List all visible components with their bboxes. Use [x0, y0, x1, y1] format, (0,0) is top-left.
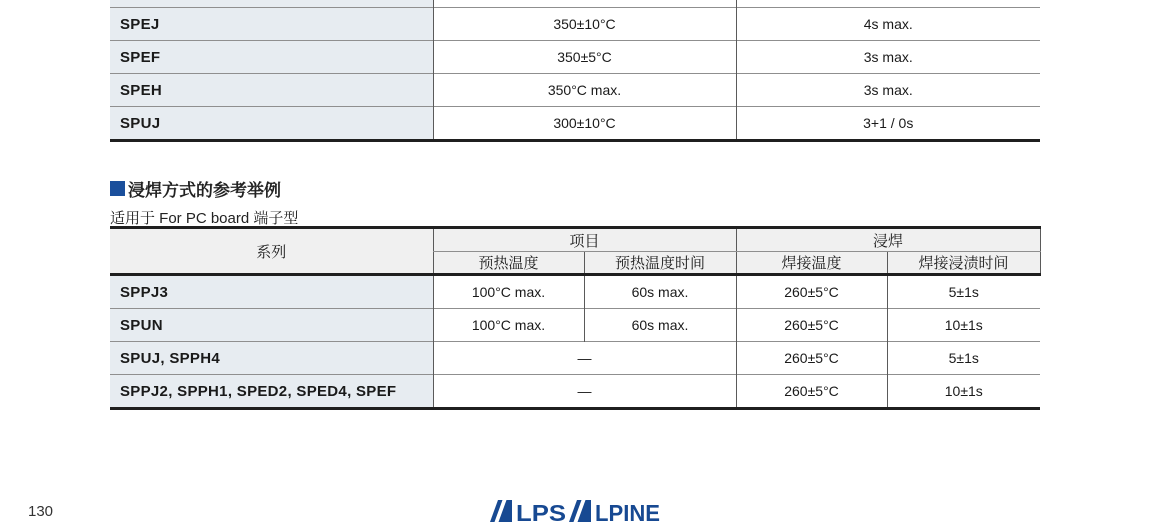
header-series: 系列 — [110, 228, 433, 275]
series-cell: SPEH — [110, 74, 433, 107]
temperature-cell: 350±5°C — [433, 41, 736, 74]
table-row — [110, 74, 1040, 107]
table-row — [110, 8, 1040, 41]
table-row — [110, 107, 1040, 141]
solder-temp-cell: 260±5°C — [736, 275, 887, 309]
series-cell: SPUJ, SPPH4 — [110, 342, 433, 375]
header-solder-temp: 焊接温度 — [736, 252, 887, 275]
table-header-row-groups — [110, 228, 1040, 252]
solder-condition-table — [110, 0, 1040, 142]
preheat-temp-cell: 100°C max. — [433, 275, 584, 309]
series-cell: SPEF — [110, 41, 433, 74]
dip-time-cell: 5±1s — [887, 342, 1040, 375]
section-heading — [110, 176, 298, 228]
preheat-time-cell: 60s max. — [584, 275, 736, 309]
preheat-time-cell: 60s max. — [584, 309, 736, 342]
header-dip-group: 浸焊 — [736, 228, 1040, 252]
time-cell: 3+1 / 0s — [736, 107, 1040, 141]
preheat-merged-cell: — — [433, 342, 736, 375]
page-number: 130 — [28, 503, 54, 520]
dip-time-cell: 10±1s — [887, 309, 1040, 342]
section-title: 浸焊方式的参考举例 — [128, 181, 281, 200]
preheat-merged-cell: — — [433, 375, 736, 409]
time-cell: 4s max. — [736, 8, 1040, 41]
alpsalpine-logo-svg — [490, 500, 660, 522]
stylized-a-icon — [490, 500, 512, 522]
series-cell: SPPJ2, SPPH1, SPED2, SPED4, SPEF — [110, 375, 433, 409]
header-preheat-temp: 预热温度 — [433, 252, 584, 275]
series-cell — [110, 0, 433, 8]
preheat-temp-cell: 100°C max. — [433, 309, 584, 342]
logo-text-part2: LPINE — [595, 500, 660, 522]
series-cell: SPUN — [110, 309, 433, 342]
header-preheat-time: 预热温度时间 — [584, 252, 736, 275]
logo-text-part1: LPS — [516, 500, 566, 522]
section-title-line — [110, 176, 298, 201]
series-cell: SPUJ — [110, 107, 433, 141]
series-cell: SPEJ — [110, 8, 433, 41]
temperature-cell — [433, 0, 736, 8]
section-subtitle: 适用于 For PC board 端子型 — [110, 210, 299, 227]
time-cell — [736, 0, 1040, 8]
temperature-cell: 300±10°C — [433, 107, 736, 141]
table-row — [110, 342, 1040, 375]
temperature-cell: 350±10°C — [433, 8, 736, 41]
alpsalpine-logo — [490, 500, 660, 527]
series-cell: SPPJ3 — [110, 275, 433, 309]
partial-row — [110, 0, 1040, 8]
table-row — [110, 275, 1040, 309]
dip-time-cell: 10±1s — [887, 375, 1040, 409]
time-cell: 3s max. — [736, 74, 1040, 107]
table-row — [110, 309, 1040, 342]
blue-square-icon — [110, 181, 125, 196]
solder-temp-cell: 260±5°C — [736, 309, 887, 342]
time-cell: 3s max. — [736, 41, 1040, 74]
header-item-group: 项目 — [433, 228, 736, 252]
stylized-a-icon — [569, 500, 591, 522]
table-row — [110, 41, 1040, 74]
dip-time-cell: 5±1s — [887, 275, 1040, 309]
solder-temp-cell: 260±5°C — [736, 342, 887, 375]
header-dip-immersion-time: 焊接浸渍时间 — [887, 252, 1040, 275]
solder-temp-cell: 260±5°C — [736, 375, 887, 409]
table-row — [110, 375, 1040, 409]
temperature-cell: 350°C max. — [433, 74, 736, 107]
dip-solder-table — [110, 226, 1041, 410]
